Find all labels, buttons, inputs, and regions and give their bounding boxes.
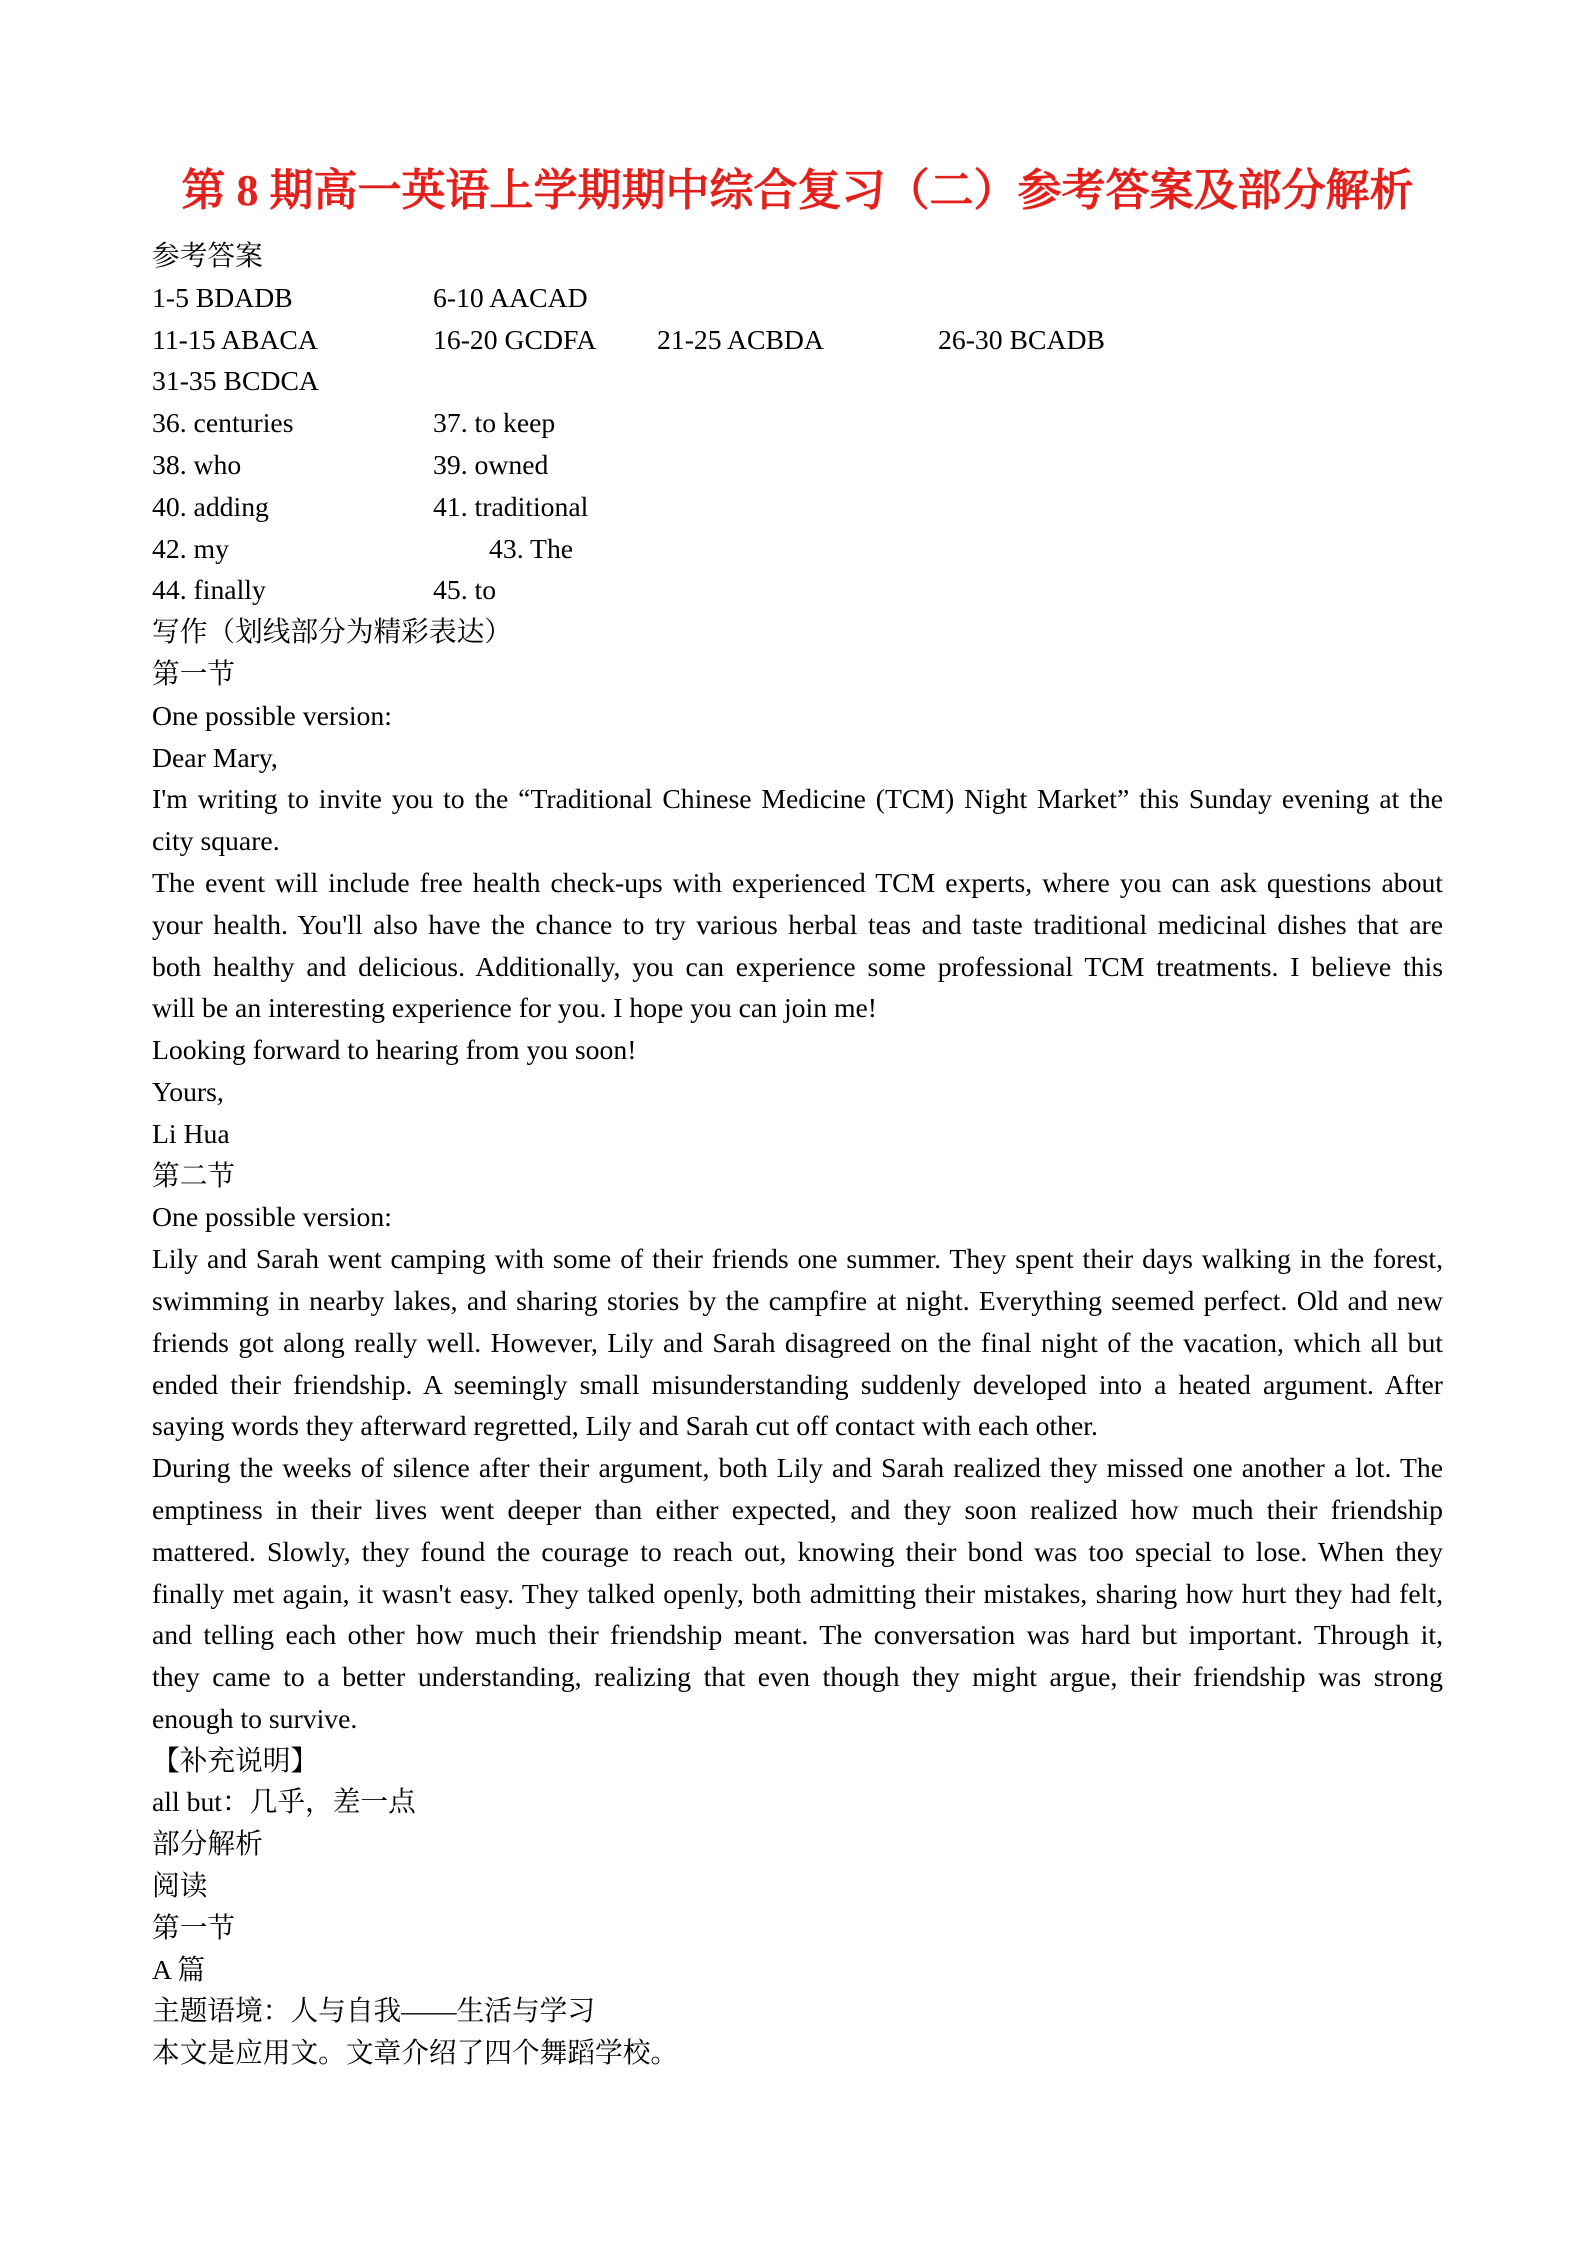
page-title: 第 8 期高一英语上学期期中综合复习（二）参考答案及部分解析: [181, 166, 1414, 215]
answer-item: 26-30 BCADB: [938, 323, 1105, 355]
story-paragraph: [152, 1238, 1443, 1447]
answer-row: [152, 402, 1443, 444]
analysis-reading-label: 阅读: [152, 1870, 208, 1902]
answer-item: 44. finally: [152, 574, 266, 606]
section-label: 第二节: [152, 1159, 236, 1191]
paragraph-line: friends got along really well. However, Lily and Sarah disagreed on the final night of the vacation, which all but: [152, 1326, 1443, 1358]
analysis-theme: 主题语境：人与自我——生活与学习: [152, 1995, 596, 2027]
analysis-heading: 部分解析: [152, 1828, 263, 1860]
answer-item: 40. adding: [152, 490, 269, 522]
answer-row: [152, 319, 1443, 361]
paragraph-line: will be an interesting experience for you. I hope you can join me!: [152, 992, 878, 1024]
paragraph-line: mattered. Slowly, they found the courage to reach out, knowing their bond was too special to lose. When they: [152, 1535, 1443, 1567]
answer-item: 21-25 ACBDA: [657, 323, 824, 355]
letter-closing-line: Looking forward to hearing from you soon!: [152, 1034, 637, 1066]
analysis-summary: 本文是应用文。文章介绍了四个舞蹈学校。: [152, 2037, 679, 2069]
letter-signoff: Yours,: [152, 1075, 224, 1107]
answer-row: [152, 277, 1443, 319]
analysis-section-label: 第一节: [152, 1911, 236, 1943]
answer-item: 39. owned: [433, 448, 549, 480]
answer-row: [152, 569, 1443, 611]
answer-item: 31-35 BCDCA: [152, 365, 319, 397]
paragraph-line: they came to a better understanding, realizing that even though they might argue, their friendship was strong: [152, 1661, 1443, 1693]
paragraph-line: your health. You'll also have the chance to try various herbal teas and taste traditional medicinal dishes that are: [152, 908, 1443, 940]
analysis-passage-label: A 篇: [152, 1953, 206, 1985]
paragraph-line: and telling each other how much their friendship meant. The conversation was hard but important. Through it,: [152, 1619, 1443, 1651]
answer-row: [152, 528, 1443, 570]
paragraph-line: swimming in nearby lakes, and sharing stories by the campfire at night. Everything seemed perfect. Old and new: [152, 1284, 1443, 1316]
answer-item: 45. to: [433, 574, 497, 606]
letter-salutation: Dear Mary,: [152, 741, 278, 773]
answer-item: 37. to keep: [433, 407, 556, 439]
answer-item: 41. traditional: [433, 490, 589, 522]
answer-item: 43. The: [489, 532, 574, 564]
paragraph-line: emptiness in their lives went deeper than either expected, and they soon realized how much their friendship: [152, 1493, 1443, 1525]
answer-item: 42. my: [152, 532, 229, 564]
version-intro: One possible version:: [152, 699, 392, 731]
version-intro: One possible version:: [152, 1201, 392, 1233]
writing-heading: 写作（划线部分为精彩表达）: [152, 616, 512, 648]
paragraph-line: enough to survive.: [152, 1702, 358, 1734]
paragraph-line: I'm writing to invite you to the “Traditional Chinese Medicine (TCM) Night Market” this Sunday evening at the: [152, 783, 1443, 815]
answers-heading: 参考答案: [152, 240, 263, 271]
answer-row: [152, 444, 1443, 486]
paragraph-line: finally met again, it wasn't easy. They talked openly, both admitting their mistakes, sharing how hurt they had felt,: [152, 1577, 1443, 1609]
answer-row: [152, 360, 1443, 402]
answer-item: 36. centuries: [152, 407, 294, 439]
letter-paragraph: [152, 778, 1443, 862]
letter-paragraph: [152, 862, 1443, 1029]
supplement-note: all but：几乎，差一点: [152, 1786, 416, 1818]
paragraph-line: saying words they afterward regretted, Lily and Sarah cut off contact with each other.: [152, 1410, 1098, 1442]
paragraph-line: both healthy and delicious. Additionally, you can experience some professional TCM treatments. I believe this: [152, 950, 1443, 982]
story-paragraph: [152, 1447, 1443, 1740]
supplement-heading: 【补充说明】: [152, 1744, 319, 1776]
answer-item: 38. who: [152, 448, 242, 480]
document-body: [152, 235, 1443, 2074]
answer-item: 16-20 GCDFA: [433, 323, 597, 355]
letter-signature: Li Hua: [152, 1117, 230, 1149]
answer-item: 6-10 AACAD: [433, 281, 588, 313]
answer-item: 11-15 ABACA: [152, 323, 318, 355]
paragraph-line: During the weeks of silence after their argument, both Lily and Sarah realized they missed one another a lot. The: [152, 1452, 1443, 1484]
answer-item: 1-5 BDADB: [152, 281, 293, 313]
paragraph-line: Lily and Sarah went camping with some of their friends one summer. They spent their days walking in the forest,: [152, 1243, 1443, 1275]
section-label: 第一节: [152, 657, 236, 689]
answer-row: [152, 486, 1443, 528]
paragraph-line: ended their friendship. A seemingly small misunderstanding suddenly developed into a heated argument. After: [152, 1368, 1443, 1400]
paragraph-line: city square.: [152, 825, 280, 857]
paragraph-line: The event will include free health check-ups with experienced TCM experts, where you can ask questions about: [152, 866, 1443, 898]
